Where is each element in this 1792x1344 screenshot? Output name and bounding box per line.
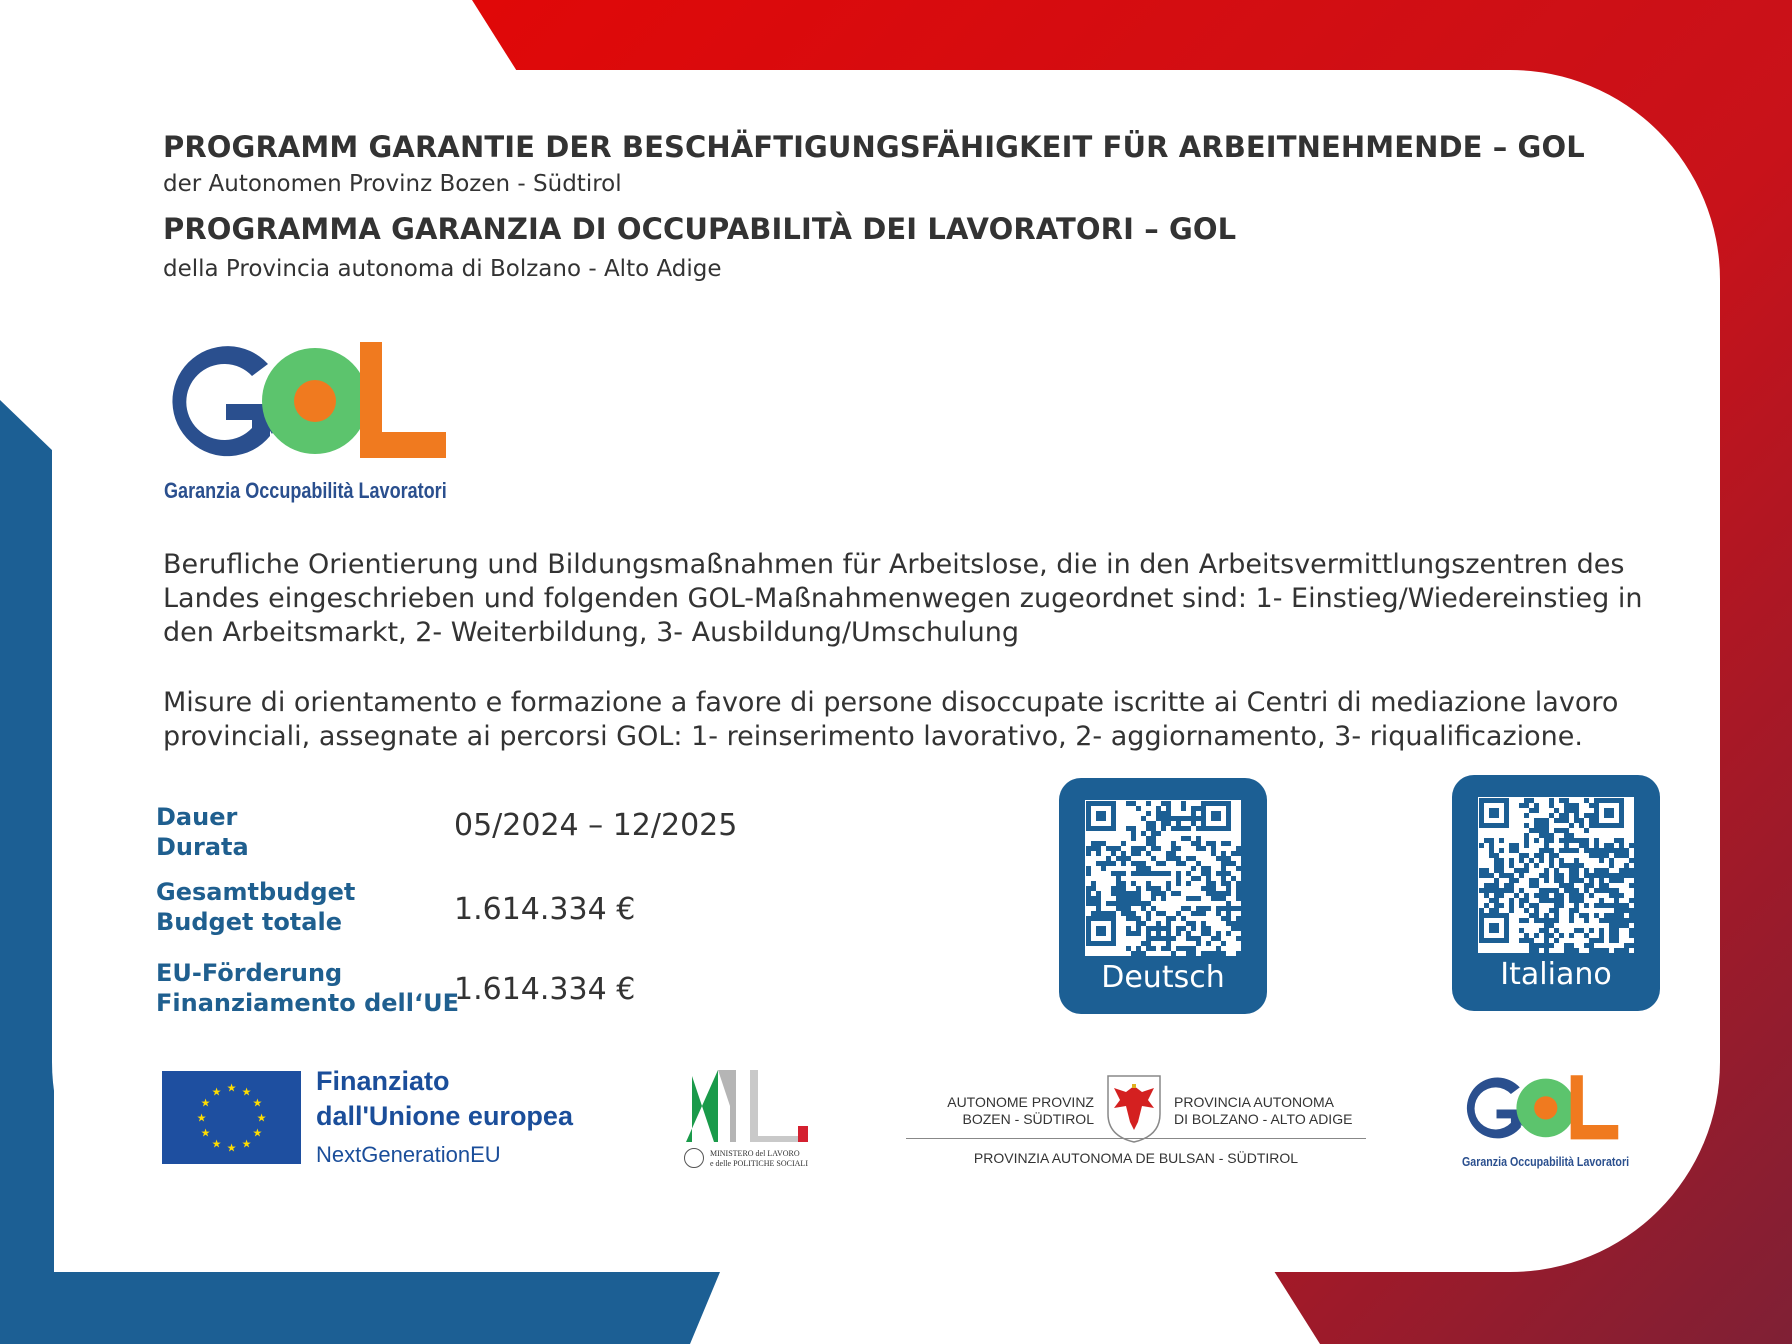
svg-text:★: ★ <box>211 1137 222 1151</box>
emblem-icon <box>684 1148 704 1168</box>
svg-text:★: ★ <box>200 1096 211 1110</box>
coat-of-arms-icon <box>1106 1074 1162 1144</box>
qr-code-icon <box>1478 797 1634 953</box>
ministry-ml-icon <box>684 1066 810 1146</box>
ministry-text-line2: e delle POLITICHE SOCIALI <box>710 1159 808 1168</box>
duration-label <box>156 802 249 862</box>
province-divider <box>906 1138 1366 1139</box>
qr-code-icon <box>1085 800 1241 956</box>
svg-text:★: ★ <box>226 1141 237 1155</box>
qr-label-deutsch: Deutsch <box>1101 960 1225 995</box>
province-it-line1: PROVINCIA AUTONOMA <box>1174 1094 1334 1110</box>
gol-logo <box>160 338 460 508</box>
eu-funding-label <box>156 958 459 1018</box>
gol-logo-small-caption: Garanzia Occupabilità Lavoratori <box>1462 1154 1630 1169</box>
gol-logo-small-mark <box>1460 1072 1626 1146</box>
eu-text-line1: Finanziato <box>316 1066 450 1096</box>
subtitle-it: della Provincia autonoma di Bolzano - Alto Adige <box>163 256 722 282</box>
title-de: PROGRAMM GARANTIE DER BESCHÄFTIGUNGSFÄHIGKEIT FÜR ARBEITNEHMENDE – GOL <box>163 130 1585 164</box>
province-it <box>1174 1094 1352 1128</box>
gol-logo-caption: Garanzia Occupabilità Lavoratori <box>164 478 447 503</box>
svg-text:★: ★ <box>252 1126 263 1140</box>
svg-text:★: ★ <box>196 1111 207 1125</box>
description-it: Misure di orientamento e formazione a favore di persone disoccupate iscritte ai Centri di mediazione lavoro provinciali, assegnate ai percorsi GOL: 1- reinserimento lavorativo, 2- aggiornamento, 3- riqualificazione. <box>163 687 1619 752</box>
description-de: Berufliche Orientierung und Bildungsmaßnahmen für Arbeitslose, die in den Arbeitsvermittlungszentren des Landes eingeschrieben und folgenden GOL-Maßnahmenwegen zugeordnet sind: 1- Einstieg/Wiedereinstieg in den Arbeitsmarkt, 2- Weiterbildung, 3- Ausbildung/Umschulung <box>163 549 1643 648</box>
ministry-text-line1: MINISTERO del LAVORO <box>710 1149 800 1158</box>
province-de-line1: AUTONOME PROVINZ <box>947 1094 1094 1110</box>
eu-flag-icon <box>162 1071 301 1164</box>
total-budget-label-it: Budget totale <box>156 908 342 936</box>
subtitle-de: der Autonomen Provinz Bozen - Südtirol <box>163 171 622 197</box>
svg-text:★: ★ <box>241 1137 252 1151</box>
province-it-line2: DI BOLZANO - ALTO ADIGE <box>1174 1111 1353 1127</box>
ministry-logo <box>684 1066 810 1176</box>
svg-text:★: ★ <box>256 1111 267 1125</box>
svg-text:★: ★ <box>226 1081 237 1095</box>
svg-text:★: ★ <box>252 1096 263 1110</box>
total-budget-label <box>156 877 355 937</box>
svg-text:★: ★ <box>241 1085 252 1099</box>
gol-logo-small <box>1460 1072 1640 1172</box>
qr-label-italiano: Italiano <box>1500 957 1612 992</box>
title-it: PROGRAMMA GARANZIA DI OCCUPABILITÀ DEI LAVORATORI – GOL <box>163 212 1237 246</box>
province-lad: PROVINZIA AUTONOMA DE BULSAN - SÜDTIROL <box>973 1150 1299 1166</box>
total-budget-value: 1.614.334 € <box>454 892 636 927</box>
eu-text-line3: NextGenerationEU <box>316 1142 501 1167</box>
qr-card-italiano[interactable] <box>1452 775 1660 1011</box>
province-de <box>900 1094 1094 1128</box>
total-budget-label-de: Gesamtbudget <box>156 878 356 906</box>
eu-funding-value: 1.614.334 € <box>454 972 636 1007</box>
duration-label-it: Durata <box>156 833 249 861</box>
qr-card-deutsch[interactable] <box>1059 778 1267 1014</box>
svg-text:★: ★ <box>211 1085 222 1099</box>
province-de-line2: BOZEN - SÜDTIROL <box>962 1111 1094 1127</box>
duration-label-de: Dauer <box>156 803 238 831</box>
eu-text-line2: dall'Unione europea <box>316 1101 573 1131</box>
gol-logo-mark <box>160 338 460 468</box>
svg-text:★: ★ <box>200 1126 211 1140</box>
duration-value: 05/2024 – 12/2025 <box>454 808 738 843</box>
eu-funding-label-it: Finanziamento dell‘UE <box>156 989 459 1017</box>
eu-funding-label-de: EU-Förderung <box>156 959 343 987</box>
